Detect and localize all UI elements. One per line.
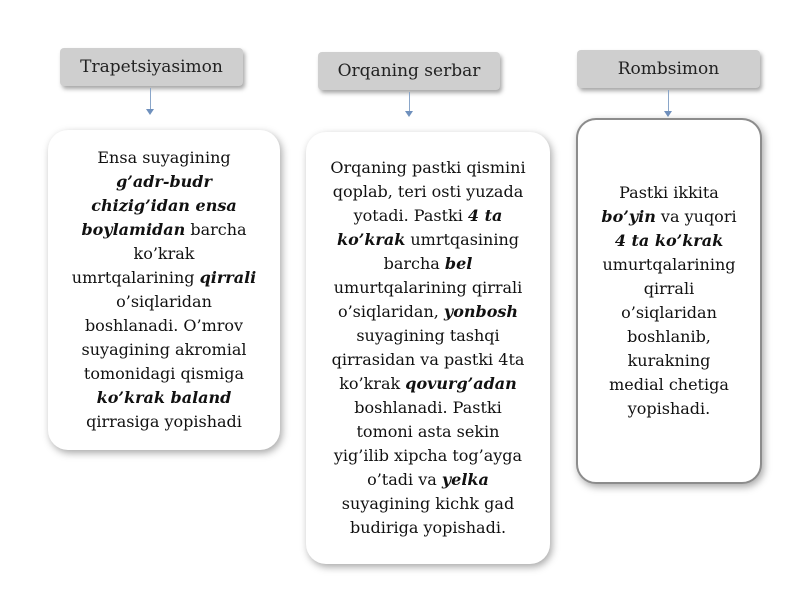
connector-line: [150, 88, 151, 110]
header-label: Orqaning serbar: [337, 61, 481, 81]
text-run: o’tadi va: [367, 470, 442, 489]
emphasis-text: 4 ta ko’krak: [614, 231, 724, 250]
emphasis-text: bel: [444, 254, 473, 273]
text-run: umurtqalarining qirrali: [333, 278, 523, 297]
text-run: ko’krak: [133, 244, 195, 263]
header-label: Rombsimon: [617, 59, 720, 79]
header-rombsimon: [577, 50, 760, 88]
text-run: qoplab, teri osti yuzada: [332, 182, 524, 201]
text-run: umurtqalarining: [602, 255, 736, 274]
text-run: suyagining tashqi: [356, 326, 500, 345]
card-rombsimon: [576, 118, 762, 484]
text-run: o’siqlaridan: [621, 303, 717, 322]
text-run: boshlanib,: [627, 327, 711, 346]
text-run: Ensa suyagining: [97, 148, 231, 167]
text-run: medial chetiga: [609, 375, 729, 394]
text-run: ko’krak: [339, 374, 406, 393]
emphasis-text: yelka: [441, 470, 489, 489]
emphasis-text: boylamidan: [81, 220, 186, 239]
arrow-down-icon: [664, 111, 672, 117]
emphasis-text: 4 ta: [467, 206, 503, 225]
card-orqaning-serbar: [306, 132, 550, 564]
arrow-down-icon: [146, 109, 154, 115]
text-run: qirrali: [643, 279, 695, 298]
emphasis-text: ko’krak: [336, 230, 406, 249]
text-run: umrtqalarining: [71, 268, 200, 287]
emphasis-text: g’adr-budr: [116, 172, 212, 191]
emphasis-text: ko’krak baland: [96, 388, 232, 407]
text-run: o’siqlaridan: [116, 292, 212, 311]
text-run: suyagining akromial: [81, 340, 247, 359]
emphasis-text: bo’yin: [601, 207, 656, 226]
text-run: barcha: [383, 254, 445, 273]
text-run: o’siqlaridan,: [337, 302, 444, 321]
text-run: tomonidagi qismiga: [83, 364, 245, 383]
card-text: [330, 156, 525, 540]
arrow-down-icon: [405, 111, 413, 117]
card-text: [601, 181, 736, 421]
text-run: tomoni asta sekin: [356, 422, 500, 441]
text-run: va yuqori: [655, 207, 737, 226]
text-run: Pastki ikkita: [619, 183, 719, 202]
emphasis-text: chizig’idan ensa: [91, 196, 237, 215]
text-run: boshlanadi. O’mrov: [84, 316, 244, 335]
text-run: budiriga yopishadi.: [349, 518, 507, 537]
text-run: qirrasidan va pastki 4ta: [331, 350, 525, 369]
text-run: yopishadi.: [627, 399, 711, 418]
header-orqaning-serbar: [318, 52, 500, 90]
text-run: suyagining kichk gad: [341, 494, 515, 513]
emphasis-text: yonbosh: [443, 302, 519, 321]
text-run: boshlanadi. Pastki: [354, 398, 502, 417]
text-run: umrtqasining: [405, 230, 519, 249]
connector-line: [409, 92, 410, 112]
text-run: yotadi. Pastki: [353, 206, 468, 225]
text-run: kurakning: [627, 351, 711, 370]
emphasis-text: qovurg’adan: [405, 374, 517, 393]
text-run: barcha: [185, 220, 247, 239]
card-text: [72, 146, 256, 434]
emphasis-text: qirrali: [199, 268, 257, 287]
text-run: qirrasiga yopishadi: [86, 412, 242, 431]
header-trapetsiyasimon: [60, 48, 243, 86]
text-run: Orqaning pastki qismini: [330, 158, 526, 177]
text-run: yig’ilib xipcha tog’ayga: [333, 446, 523, 465]
card-trapetsiyasimon: [48, 130, 280, 450]
connector-line: [668, 90, 669, 112]
header-label: Trapetsiyasimon: [80, 57, 223, 77]
